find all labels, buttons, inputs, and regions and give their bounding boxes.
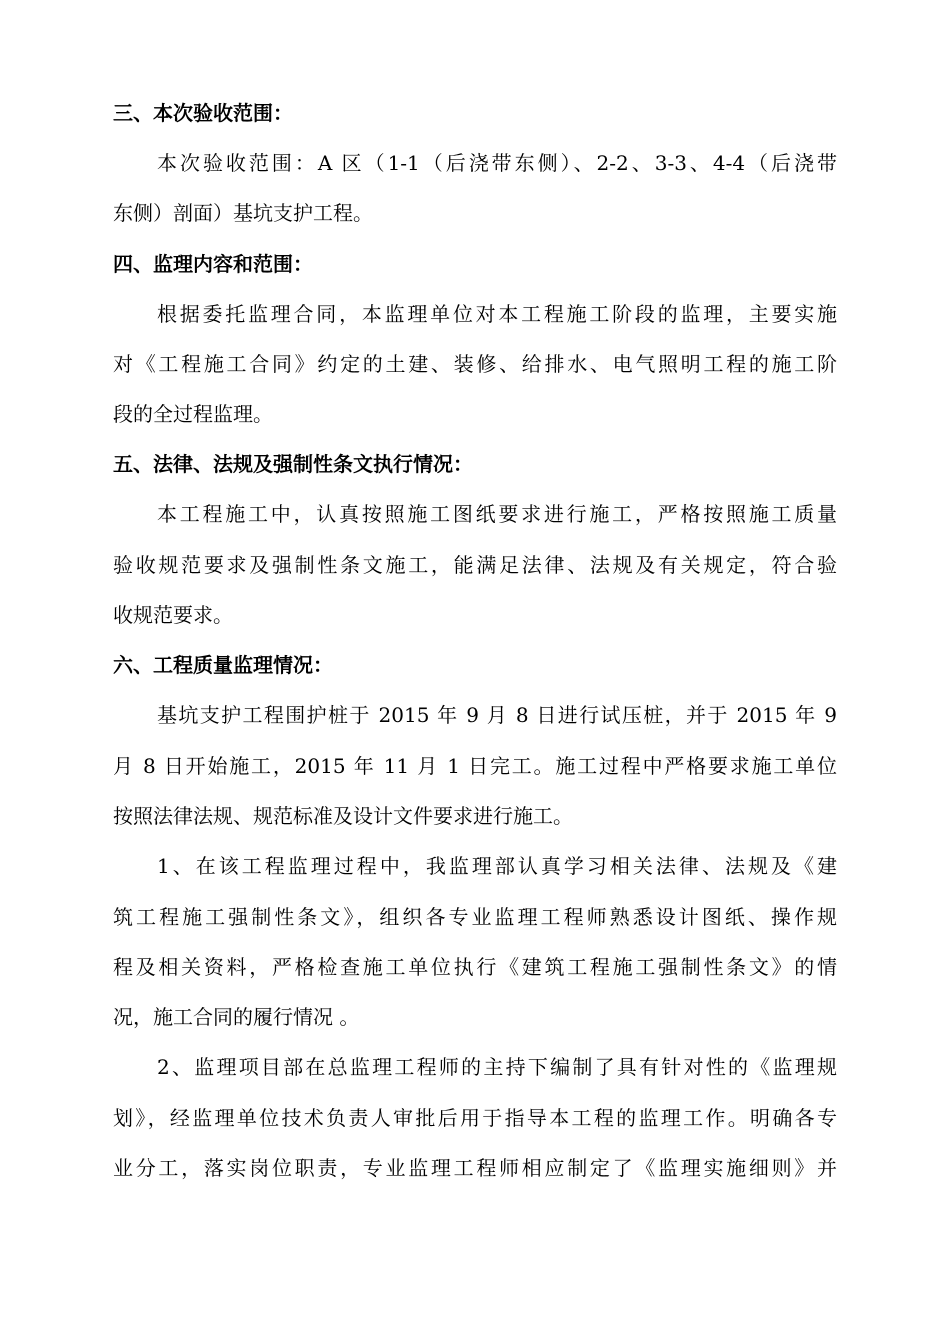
paragraph-line: 收规范要求。 bbox=[113, 603, 233, 628]
paragraph-line: 筑工程施工强制性条文》，组织各专业监理工程师熟悉设计图纸、操作规 bbox=[113, 904, 837, 929]
section-heading-6: 六、工程质量监理情况： bbox=[113, 653, 333, 678]
paragraph-line: 东侧）剖面）基坑支护工程。 bbox=[113, 201, 373, 226]
section-heading-3: 三、本次验收范围： bbox=[113, 101, 293, 125]
paragraph-line: 2、监理项目部在总监理工程师的主持下编制了具有针对性的《监理规 bbox=[157, 1055, 837, 1080]
paragraph bbox=[113, 841, 837, 1042]
paragraph-line: 况，施工合同的履行情况 。 bbox=[113, 1005, 360, 1030]
section-heading-4: 四、监理内容和范围： bbox=[113, 251, 313, 276]
paragraph-line: 验收规范要求及强制性条文施工，能满足法律、法规及有关规定，符合验 bbox=[113, 552, 837, 577]
paragraph-line: 业分工，落实岗位职责，专业监理工程师相应制定了《监理实施细则》并 bbox=[113, 1156, 837, 1181]
document-body bbox=[113, 88, 837, 1193]
paragraph-line: 程及相关资料，严格检查施工单位执行《建筑工程施工强制性条文》的情 bbox=[113, 954, 837, 979]
paragraph bbox=[113, 138, 837, 239]
paragraph-line: 本工程施工中，认真按照施工图纸要求进行施工，严格按照施工质量 bbox=[157, 502, 837, 527]
paragraph-line: 按照法律法规、规范标准及设计文件要求进行施工。 bbox=[113, 803, 573, 828]
paragraph-line: 段的全过程监理。 bbox=[113, 402, 273, 427]
paragraph-line: 根据委托监理合同，本监理单位对本工程施工阶段的监理，主要实施 bbox=[157, 301, 837, 326]
paragraph-line: 1、在该工程监理过程中，我监理部认真学习相关法律、法规及《建 bbox=[157, 854, 837, 879]
paragraph bbox=[113, 690, 837, 841]
paragraph-line: 划》，经监理单位技术负责人审批后用于指导本工程的监理工作。明确各专 bbox=[113, 1105, 837, 1130]
paragraph bbox=[113, 489, 837, 640]
paragraph-line: 月 8 日开始施工，2015 年 11 月 1 日完工。施工过程中严格要求施工单位 bbox=[113, 753, 837, 778]
paragraph bbox=[113, 289, 837, 440]
paragraph-line: 本次验收范围：A 区（1-1（后浇带东侧）、2-2、3-3、4-4（后浇带 bbox=[157, 151, 837, 175]
section-heading-5: 五、法律、法规及强制性条文执行情况： bbox=[113, 452, 473, 477]
paragraph bbox=[113, 1042, 837, 1193]
paragraph-line: 基坑支护工程围护桩于 2015 年 9 月 8 日进行试压桩，并于 2015 年 9 bbox=[157, 703, 837, 728]
paragraph-line: 对《工程施工合同》约定的土建、装修、给排水、电气照明工程的施工阶 bbox=[113, 351, 837, 376]
